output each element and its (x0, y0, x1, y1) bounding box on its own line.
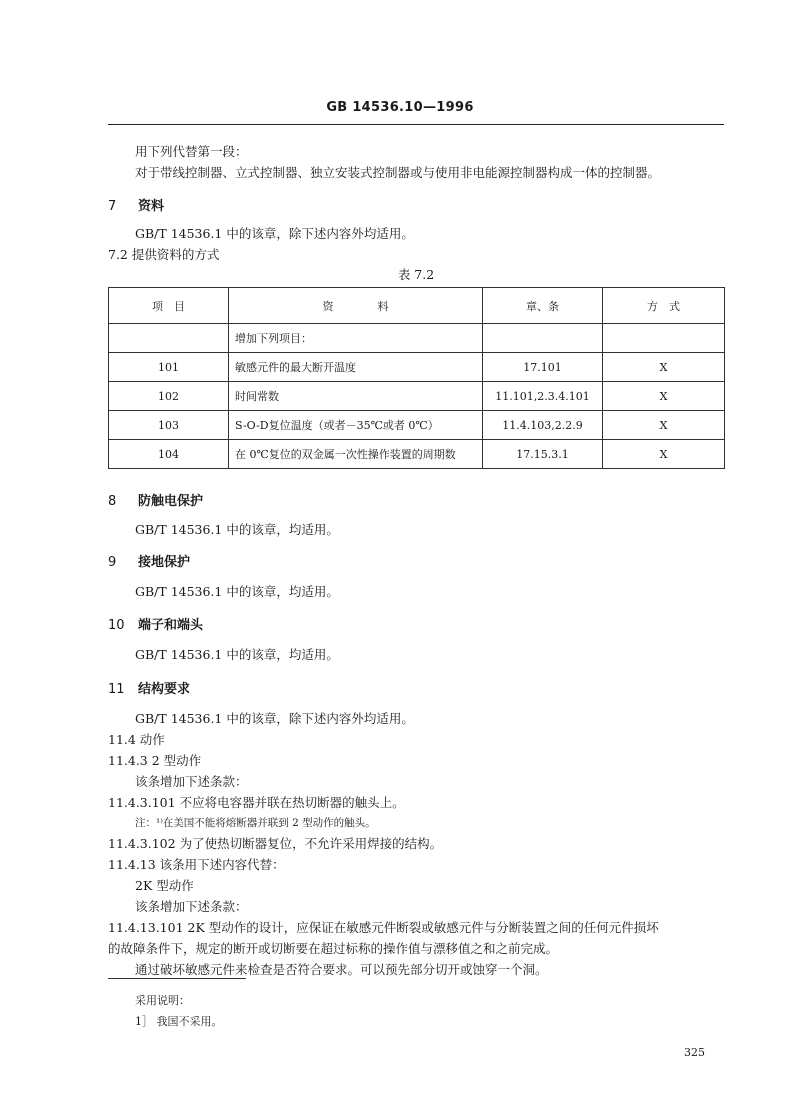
table-cell (603, 324, 725, 353)
section-title: 接地保护 (138, 555, 191, 570)
table-header-row (109, 288, 725, 324)
clause-11-4-3: 11.4.3 2 型动作 (108, 753, 202, 768)
section-7-2-heading: 7.2 提供资料的方式 (108, 247, 220, 262)
col-header-info: 资 料 (229, 288, 483, 324)
footnote-item: 1］ 我国不采用。 (135, 1015, 223, 1028)
table-cell: X (603, 440, 725, 469)
clause-11-4-13-101-line-1: 11.4.13.101 2K 型动作的设计，应保证在敏感元件断裂或敏感元件与分断装置之间的任何元件损坏 (108, 920, 659, 935)
table-row (109, 411, 725, 440)
clause-11-4-3-add: 该条增加下述条款： (135, 774, 248, 789)
section-number: 11 (108, 682, 125, 697)
clause-2k-add: 该条增加下述条款： (135, 899, 248, 914)
table-row (109, 382, 725, 411)
table-cell: 102 (109, 382, 229, 411)
section-10-body: GB/T 14536.1 中的该章，均适用。 (135, 647, 339, 662)
section-11-heading (108, 678, 190, 697)
header-rule (108, 124, 724, 125)
intro-line-1: 用下列代替第一段： (135, 144, 248, 159)
intro-line-2: 对于带线控制器、立式控制器、独立安装式控制器或与使用非电能源控制器构成一体的控制器。 (135, 165, 661, 180)
table-cell: 17.15.3.1 (483, 440, 603, 469)
table-cell (483, 324, 603, 353)
section-number: 9 (108, 555, 117, 570)
footnote-title: 采用说明： (135, 994, 190, 1007)
table-cell: 11.101,2.3.4.101 (483, 382, 603, 411)
section-10-heading (108, 614, 203, 633)
clause-11-4-13: 11.4.13 该条用下述内容代替： (108, 857, 285, 872)
table-row (109, 440, 725, 469)
section-number: 8 (108, 494, 117, 509)
section-9-body: GB/T 14536.1 中的该章，均适用。 (135, 584, 339, 599)
table-cell: 103 (109, 411, 229, 440)
table-cell: X (603, 353, 725, 382)
clause-11-4-3-101: 11.4.3.101 不应将电容器并联在热切断器的触头上。 (108, 795, 405, 810)
table-cell: 增加下列项目： (229, 324, 483, 353)
section-7-heading (108, 195, 164, 214)
compliance-check: 通过破坏敏感元件来检查是否符合要求。可以预先部分切开或蚀穿一个洞。 (135, 962, 548, 977)
page-number: 325 (684, 1046, 705, 1059)
table-caption: 表 7.2 (397, 267, 435, 282)
section-number: 10 (108, 618, 125, 633)
table-row (109, 353, 725, 382)
footnote-rule (108, 978, 246, 979)
section-title: 防触电保护 (138, 494, 204, 509)
table-cell: X (603, 411, 725, 440)
table-cell: 时间常数 (229, 382, 483, 411)
table-cell (109, 324, 229, 353)
section-title: 端子和端头 (138, 618, 204, 633)
section-8-heading (108, 490, 203, 509)
table-cell: X (603, 382, 725, 411)
note: 注：¹⁾在美国不能将熔断器并联到 2 型动作的触头。 (135, 817, 376, 829)
table-cell: 101 (109, 353, 229, 382)
section-11-body: GB/T 14536.1 中的该章，除下述内容外均适用。 (135, 711, 414, 726)
clause-2k-title: 2K 型动作 (135, 878, 194, 893)
section-title: 结构要求 (138, 682, 191, 697)
section-number: 7 (108, 199, 117, 214)
clause-11-4: 11.4 动作 (108, 732, 165, 747)
col-header-item: 项 目 (109, 288, 229, 324)
clause-11-4-13-101-line-2: 的故障条件下，规定的断开或切断要在超过标称的操作值与漂移值之和之前完成。 (108, 941, 559, 956)
section-9-heading (108, 551, 190, 570)
clause-11-4-3-102: 11.4.3.102 为了使热切断器复位，不允许采用焊接的结构。 (108, 836, 443, 851)
table-cell: S-O-D复位温度（或者－35℃或者 0℃） (229, 411, 483, 440)
table-cell: 在 0℃复位的双金属一次性操作装置的周期数 (229, 440, 483, 469)
col-header-clause: 章、条 (483, 288, 603, 324)
table-cell: 17.101 (483, 353, 603, 382)
table-row (109, 324, 725, 353)
table-cell: 11.4.103,2.2.9 (483, 411, 603, 440)
table-cell: 104 (109, 440, 229, 469)
info-table (108, 287, 725, 469)
document-header: GB 14536.10—1996 (326, 100, 474, 115)
section-title: 资料 (138, 199, 165, 214)
section-8-body: GB/T 14536.1 中的该章，均适用。 (135, 522, 339, 537)
section-7-body: GB/T 14536.1 中的该章，除下述内容外均适用。 (135, 226, 414, 241)
col-header-method: 方 式 (603, 288, 725, 324)
table-cell: 敏感元件的最大断开温度 (229, 353, 483, 382)
